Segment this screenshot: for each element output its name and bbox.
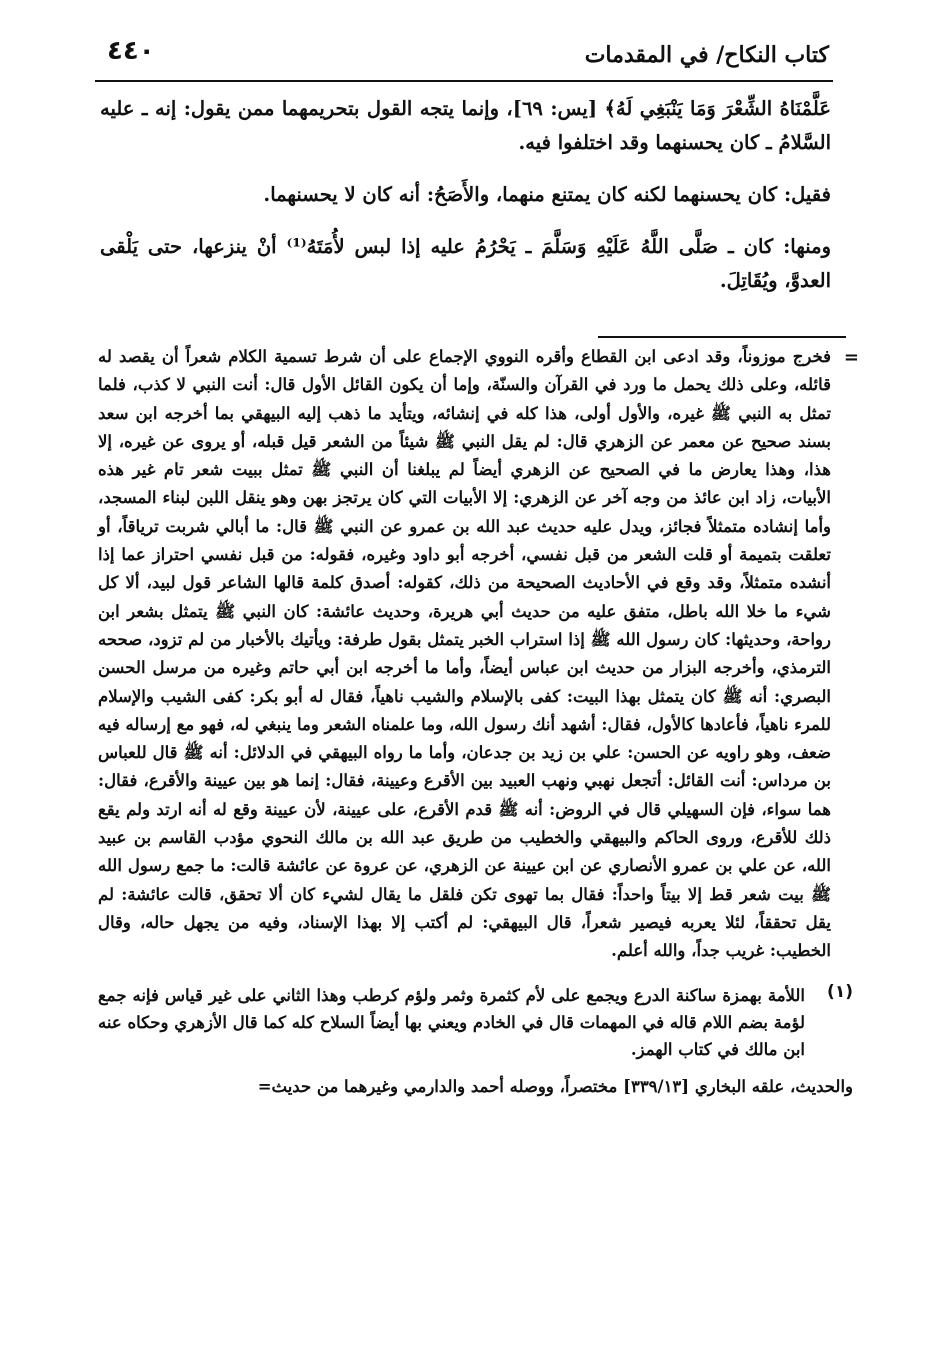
page-number: ٤٤٠ [107, 36, 155, 66]
main-paragraph-1: عَلَّمْنَاهُ الشِّعْرَ وَمَا يَنْبَغِي لَهُ﴾ [يس: ٦٩]، وإنما يتجه القول بتحريمهما ممن يقول: إنه ـ عليه السَّلامُ ـ كان يحسنهما وقد اختلفوا فيه. [100, 97, 831, 154]
footnote-2-text: والحديث، علقه البخاري [٣٣٩/١٣] مختصراً، ووصله أحمد والدارمي وغيرهما من حديث= [257, 1076, 853, 1096]
footnote-1 [98, 982, 853, 1063]
page-header [95, 34, 829, 78]
footnote-1-marker: (١) [827, 981, 853, 1002]
main-paragraph-3: ومنها: كان ـ صَلَّى اللَّهُ عَلَيْهِ وَسَلَّمَ ـ يَحْرُمُ عليه إذا لبس لأُمَتَهُ⁽¹⁾ أنْ ينزعها، حتى يَلْقى العدوَّ، ويُقَاتِلَ. [100, 235, 831, 292]
footnotes [98, 343, 859, 1100]
main-text [100, 92, 831, 298]
footnote-divider [598, 336, 846, 338]
header-divider [95, 80, 833, 82]
continuation-mark: = [843, 347, 859, 368]
main-paragraph-2: فقيل: كان يحسنهما لكنه كان يمتنع منهما، والأَصَحُ: أنه كان لا يحسنهما. [263, 183, 831, 206]
footnote-continuation: فخرج موزوناً، وقد ادعى ابن القطاع وأقره النووي الإجماع على أن شرط تسمية الكلام شعراً أن يقصد له قائله، وعلى ذلك يحمل ما ورد في القرآن والسنّة، وإما أن يكون القائل الأول قال: أنت النبي لا كذب، فلما تمثل به النبي ﷺ غيره، والأول أولى، هذا كله في إنشائه، ويتأيد ما ذهب إليه البيهقي بما أخرجه ابن سعد بسند صحيح عن معمر عن الزهري قال: لم يقل النبي ﷺ شيئاً من الشعر قيل قبله، أو يروى عن غيره، إلا هذا، وهذا يعارض ما في الصحيح عن الزهري أيضاً لم يبلغنا أن النبي ﷺ تمثل ببيت شعر تام غير هذه الأبيات، زاد ابن عائذ من وجه آخر عن الزهري: إلا الأبيات التي كان يرتجز بهن وهو ينقل اللبن لبناء المسجد، وأما إنشاده متمثلاً فجائز، ويدل عليه حديث عبد الله بن عمرو عن النبي ﷺ قال: ما أبالي شربت ترياقاً، أو تعلقت بتميمة أو قلت الشعر من قبل نفسي، أخرجه أبو داود وغيره، فقوله: من قبل نفسي احتراز عما إذا أنشده متمثلاً، وقد وقع في الأحاديث الصحيحة من ذلك، كقوله: أصدق كلمة قالها الشاعر قول لبيد، ألا كل شيء ما خلا الله باطل، متفق عليه من حديث أبي هريرة، وحديث عائشة: كان النبي ﷺ يتمثل بشعر ابن رواحة، وحديثها: كان رسول الله ﷺ إذا استراب الخبر يتمثل بقول طرفة: ويأتيك بالأخبار من لم تزود، صححه الترمذي، وأخرجه البزار من حديث ابن عباس أيضاً، وأما ما أخرجه ابن أبي حاتم وغيره من مرسل الحسن البصري: أنه ﷺ كان يتمثل بهذا البيت: كفى بالإسلام والشيب ناهياً، فقال له أبو بكر: كفى الشيب والإسلام للمرء ناهياً، فأعادها كالأول، فقال: أشهد أنك رسول الله، وما علمناه الشعر وما ينبغي له، فهو مع إرساله فيه ضعف، وهو راويه عن الحسن: علي بن زيد بن جدعان، وأما ما رواه البيهقي في الدلائل: أنه ﷺ قال للعباس بن مرداس: أنت القائل: أتجعل نهبي ونهب العبيد بين الأقرع وعيينة، فقال: إنما هو بين عيينة والأقرع، فقال: هما سواء، فإن السهيلي قال في الروض: أنه ﷺ قدم الأقرع، على عيينة، لأن عيينة وقع له أنه ارتد ولم يقع ذلك للأقرع، وروى الحاكم والبيهقي والخطيب من طريق عبد الله بن مالك النحوي مؤدب القاسم بن عبيد الله، عن علي بن عمرو الأنصاري عن ابن عيينة عن الزهري، عن عروة عن عائشة قالت: ما جمع رسول الله ﷺ بيت شعر قط إلا بيتاً واحداً: فقال بما تهوى تكن فلقل ما يقال لشيء كان ألا تحقق، قالت عائشة: لم يقل تحققاً، لئلا يعربه فيصير شعراً، قال البيهقي: لم أكتب إلا بهذا الإسناد، وفيه من يجهل حاله، وقال الخطيب: غريب جداً، والله أعلم. [98, 347, 831, 961]
running-title: كتاب النكاح/ في المقدمات [584, 42, 829, 68]
footnote-2 [98, 1073, 853, 1100]
footnote-1-text: اللأمة بهمزة ساكنة الدرع ويجمع على لأم كثمرة وثمر ولؤم كرطب وهذا الثاني على غير قياس فإنه جمع لؤمة بضم اللام قاله في المهمات قال في الخادم ويعني بها أيضاً السلاح كله كما قال الأزهري وحكاه عنه ابن مالك في كتاب الهمز. [98, 985, 805, 1059]
